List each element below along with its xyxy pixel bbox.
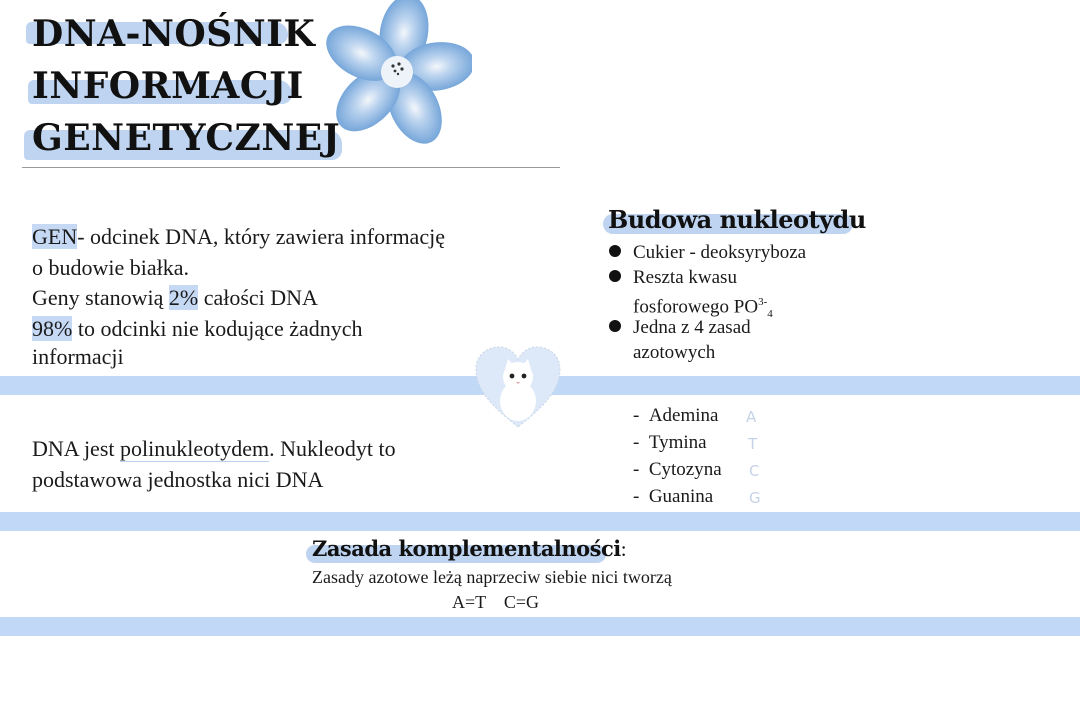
bullet-icon [609,245,621,257]
page-title-line-2: INFORMACJI [32,65,304,107]
base-letter-g: G [749,489,761,507]
polynucleotide-text-post: . Nukleodyt to [269,436,396,461]
noncoding-percent: 98% [32,315,73,341]
noncoding-text: to odcinki nie kodujące żadnych [72,315,363,341]
gene-line-5: informacji [32,344,124,369]
base-pairs: A=T C=G [452,592,539,612]
complementarity-text: Zasady azotowe leżą naprzeciw siebie nici tworzą [312,567,672,587]
gene-share-text: Geny stanowią [32,285,169,310]
decorative-band-3 [0,617,1080,636]
decorative-band-2 [0,512,1080,531]
gene-definition [32,222,445,373]
gene-share-suffix: całości DNA [198,285,318,310]
nucleotide-heading: Budowa nukleotydu [608,205,866,234]
base-item-thymine [633,432,707,454]
polynucleotide-line-2: podstawowa jednostka nici DNA [32,466,324,492]
gene-percent: 2% [168,285,199,310]
heading-colon: : [620,537,627,561]
header-divider [22,167,560,168]
bullet-text: fosforowego PO [633,296,759,318]
gene-term: GEN [32,224,78,249]
page-title-line-1: DNA-NOŚNIK [32,13,316,55]
phosphate-subscript: 4 [767,308,773,321]
dash-icon: - [633,432,640,453]
base-name: Cytozyna [648,459,722,480]
bullet-icon [609,270,621,282]
dash-icon: - [633,459,640,480]
base-letter-t: T [748,435,758,453]
polynucleotide-term: polinukleotydem [120,436,270,461]
base-item-guanine [633,486,713,508]
gene-definition-text: - odcinek DNA, który zawiera informację [77,224,445,249]
base-name: Tymina [648,432,707,453]
nucleotide-bullet-1 [609,240,806,265]
base-letter-c: C [749,462,760,480]
polynucleotide-text [32,434,396,495]
nucleotide-bullet-3-cont: azotowych [633,342,716,363]
base-letter-a: A [746,408,757,426]
complementarity-heading-row [312,536,627,562]
complementarity-heading: Zasada komplementalności [312,536,621,561]
gene-line-4 [32,314,445,345]
bullet-text: Jedna z 4 zasad [633,317,751,338]
dash-icon: - [633,405,640,426]
gene-line-2: o budowie białka. [32,254,190,280]
gene-line-3 [32,283,445,314]
dash-icon: - [633,486,640,507]
gene-line-1 [32,222,445,253]
phosphate-charge: 3- [758,296,768,308]
nucleotide-bullet-2 [609,265,737,290]
base-name: Guanina [648,486,714,507]
base-name: Ademina [648,405,719,426]
bullet-text: Cukier - deoksyryboza [633,242,807,263]
blue-flower-image [322,0,472,145]
bullet-icon [609,320,621,332]
polynucleotide-text-pre: DNA jest [32,436,120,461]
nucleotide-bullet-3 [609,315,751,340]
polynucleotide-line-1 [32,434,396,465]
bullet-text: Reszta kwasu [633,267,737,288]
base-item-cytosine [633,459,722,481]
base-item-adenine [633,405,718,427]
white-kitten-heart-image [472,343,564,431]
page-title-line-3: GENETYCZNEJ [32,117,341,159]
